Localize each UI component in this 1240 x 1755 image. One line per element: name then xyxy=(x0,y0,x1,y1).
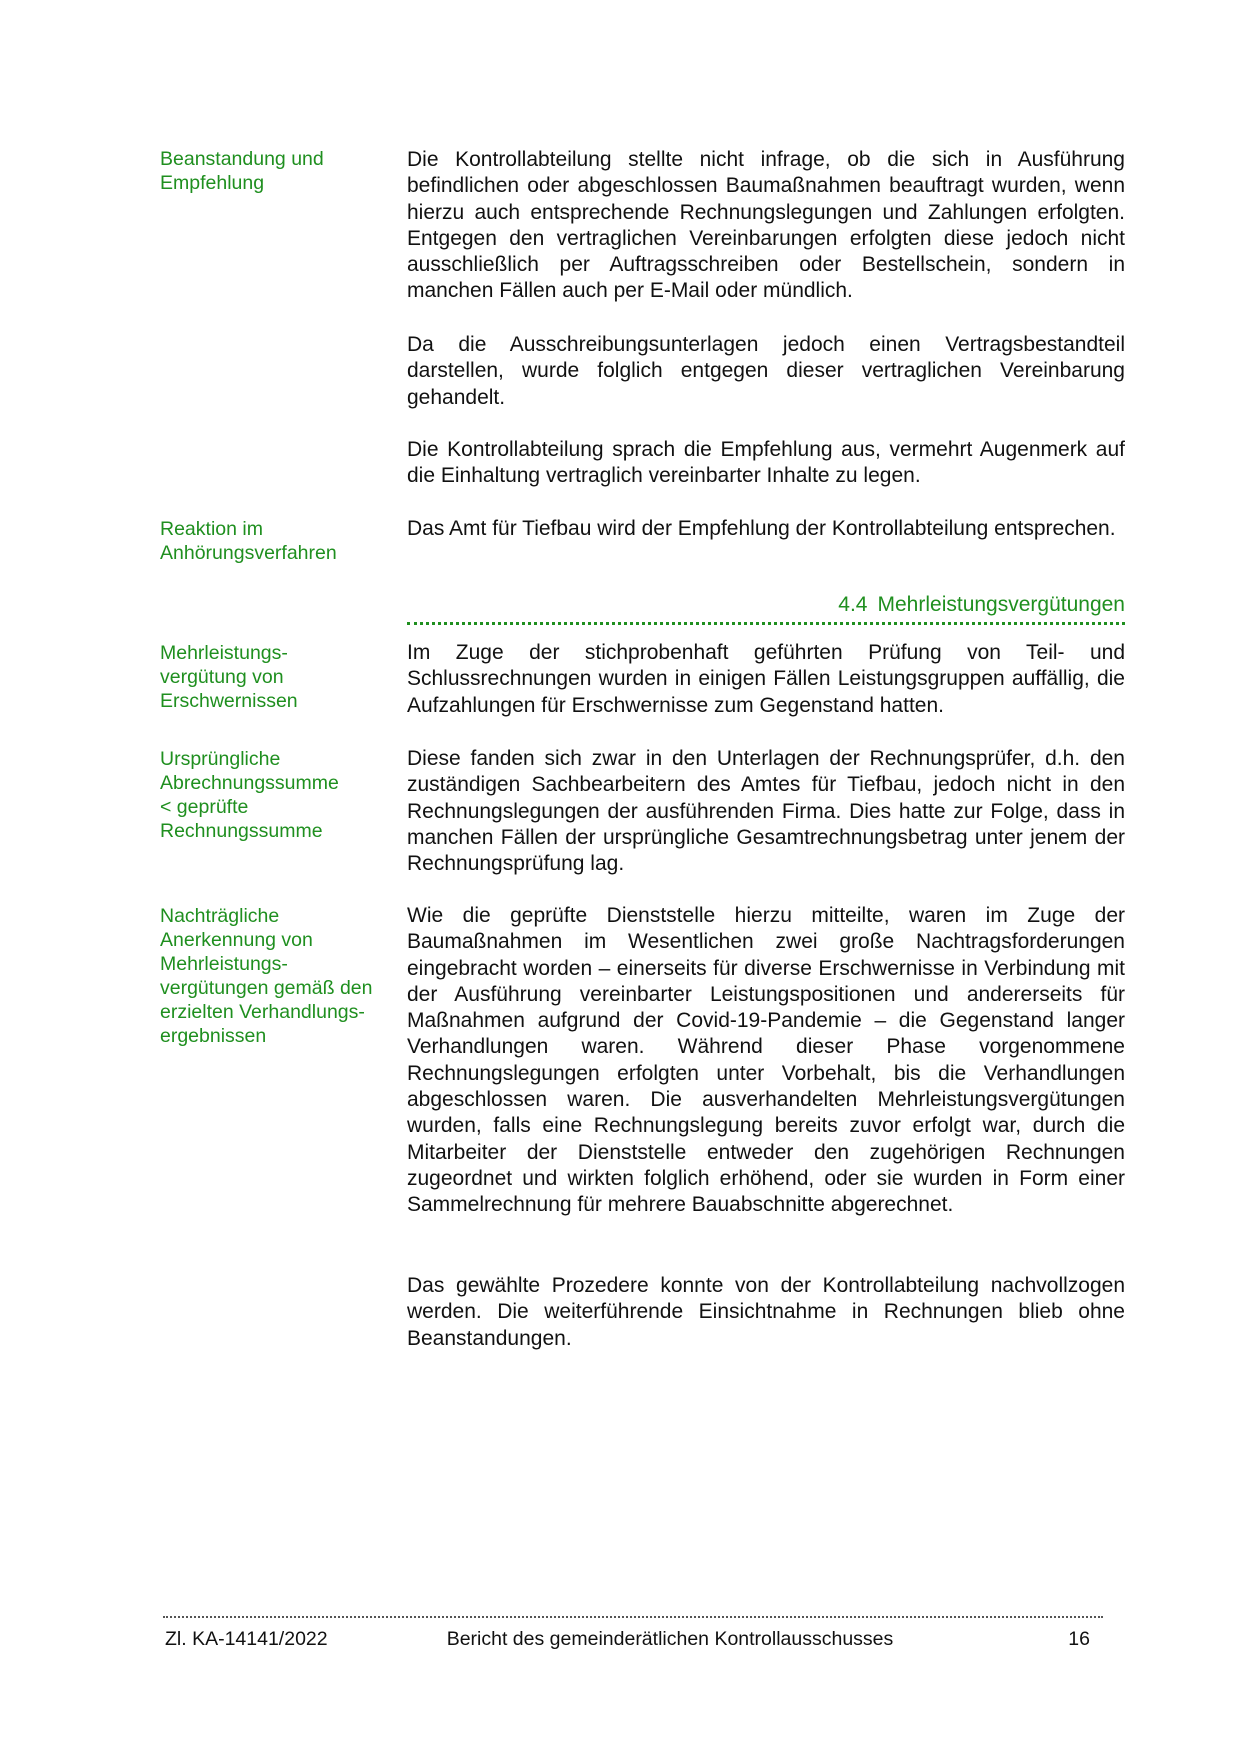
footer-reference: Zl. KA-14141/2022 xyxy=(165,1628,328,1650)
footer-title: Bericht des gemeinderätlichen Kontrollausschusses xyxy=(446,1628,894,1650)
section-heading xyxy=(407,591,1125,625)
paragraph-7: Wie die geprüfte Dienststelle hierzu mitteilte, waren im Zuge der Baumaßnahmen im Wesentlichen zwei große Nachtragsforderungen eingebracht worden – einerseits für diverse Erschwernisse in Verbindung mit der Ausführung vereinbarter Leistungspositionen und andererseits für Maßnahmen aufgrund der Covid-19-Pandemie – die Gegenstand langer Verhandlungen waren. Während dieser Phase vorgenommene Rechnungslegungen erfolgten unter Vorbehalt, bis die Verhandlungen abgeschlossen waren. Die ausverhandelten Mehrleistungsvergütungen wurden, falls eine Rechnungslegung bereits zuvor erfolgt war, durch die Mitarbeiter der Dienststelle entweder den zugehörigen Rechnungen zugeordnet und wirkten folglich erhöhend, oder sie wurden in Form einer Sammelrechnung für mehrere Bauabschnitte abgerechnet. xyxy=(407,904,1125,1217)
section-title: Mehrleistungsvergütungen xyxy=(877,593,1125,616)
paragraph-8: Das gewählte Prozedere konnte von der Kontrollabteilung nachvollzogen werden. Die weiterführende Einsichtnahme in Rechnungen blieb ohne Beanstandungen. xyxy=(407,1274,1125,1350)
paragraph-1: Die Kontrollabteilung stellte nicht infrage, ob die sich in Ausführung befindlichen oder abgeschlossen Baumaßnahmen beauftragt wurden, wenn hierzu auch entsprechende Rechnungslegungen und Zahlungen erfolgten. Entgegen den vertraglichen Vereinbarungen erfolgten diese jedoch nicht ausschließlich per Auftragsschreiben oder Bestellschein, sondern in manchen Fällen auch per E-Mail oder mündlich. xyxy=(407,148,1125,303)
margin-note-beanstandung: Beanstandung und Empfehlung xyxy=(160,148,324,194)
margin-note-reaktion: Reaktion im Anhörungsverfahren xyxy=(160,518,337,564)
paragraph-6: Diese fanden sich zwar in den Unterlagen der Rechnungsprüfer, d.h. den zuständigen Sachbearbeitern des Amtes für Tiefbau, jedoch nicht in den Rechnungslegungen der ausführenden Firma. Dies hatte zur Folge, dass in manchen Fällen der ursprüngliche Gesamtrechnungsbetrag unter jenem der Rechnungsprüfung lag. xyxy=(407,747,1125,876)
margin-note-nachtraegliche-anerkennung: Nachträgliche Anerkennung von Mehrleistungs- vergütungen gemäß den erzielten Verhandlungs- ergebnissen xyxy=(160,905,373,1047)
page-number: 16 xyxy=(1068,1628,1090,1650)
paragraph-2: Da die Ausschreibungsunterlagen jedoch einen Vertragsbestandteil darstellen, wurde folglich entgegen dieser vertraglichen Vereinbarung gehandelt. xyxy=(407,333,1125,409)
paragraph-3: Die Kontrollabteilung sprach die Empfehlung aus, vermehrt Augenmerk auf die Einhaltung vertraglich vereinbarter Inhalte zu legen. xyxy=(407,438,1125,488)
section-number: 4.4 xyxy=(838,593,868,616)
margin-note-abrechnungssumme: Ursprüngliche Abrechnungssumme < geprüfte Rechnungssumme xyxy=(160,748,339,842)
footer-divider xyxy=(163,1616,1103,1618)
margin-note-mehrleistungsverguetung: Mehrleistungs- vergütung von Erschwernissen xyxy=(160,642,298,712)
paragraph-5: Im Zuge der stichprobenhaft geführten Prüfung von Teil- und Schlussrechnungen wurden in einigen Fällen Leistungsgruppen auffällig, die Aufzahlungen für Erschwernisse zum Gegenstand hatten. xyxy=(407,641,1125,717)
paragraph-4: Das Amt für Tiefbau wird der Empfehlung der Kontrollabteilung entsprechen. xyxy=(407,517,1116,540)
